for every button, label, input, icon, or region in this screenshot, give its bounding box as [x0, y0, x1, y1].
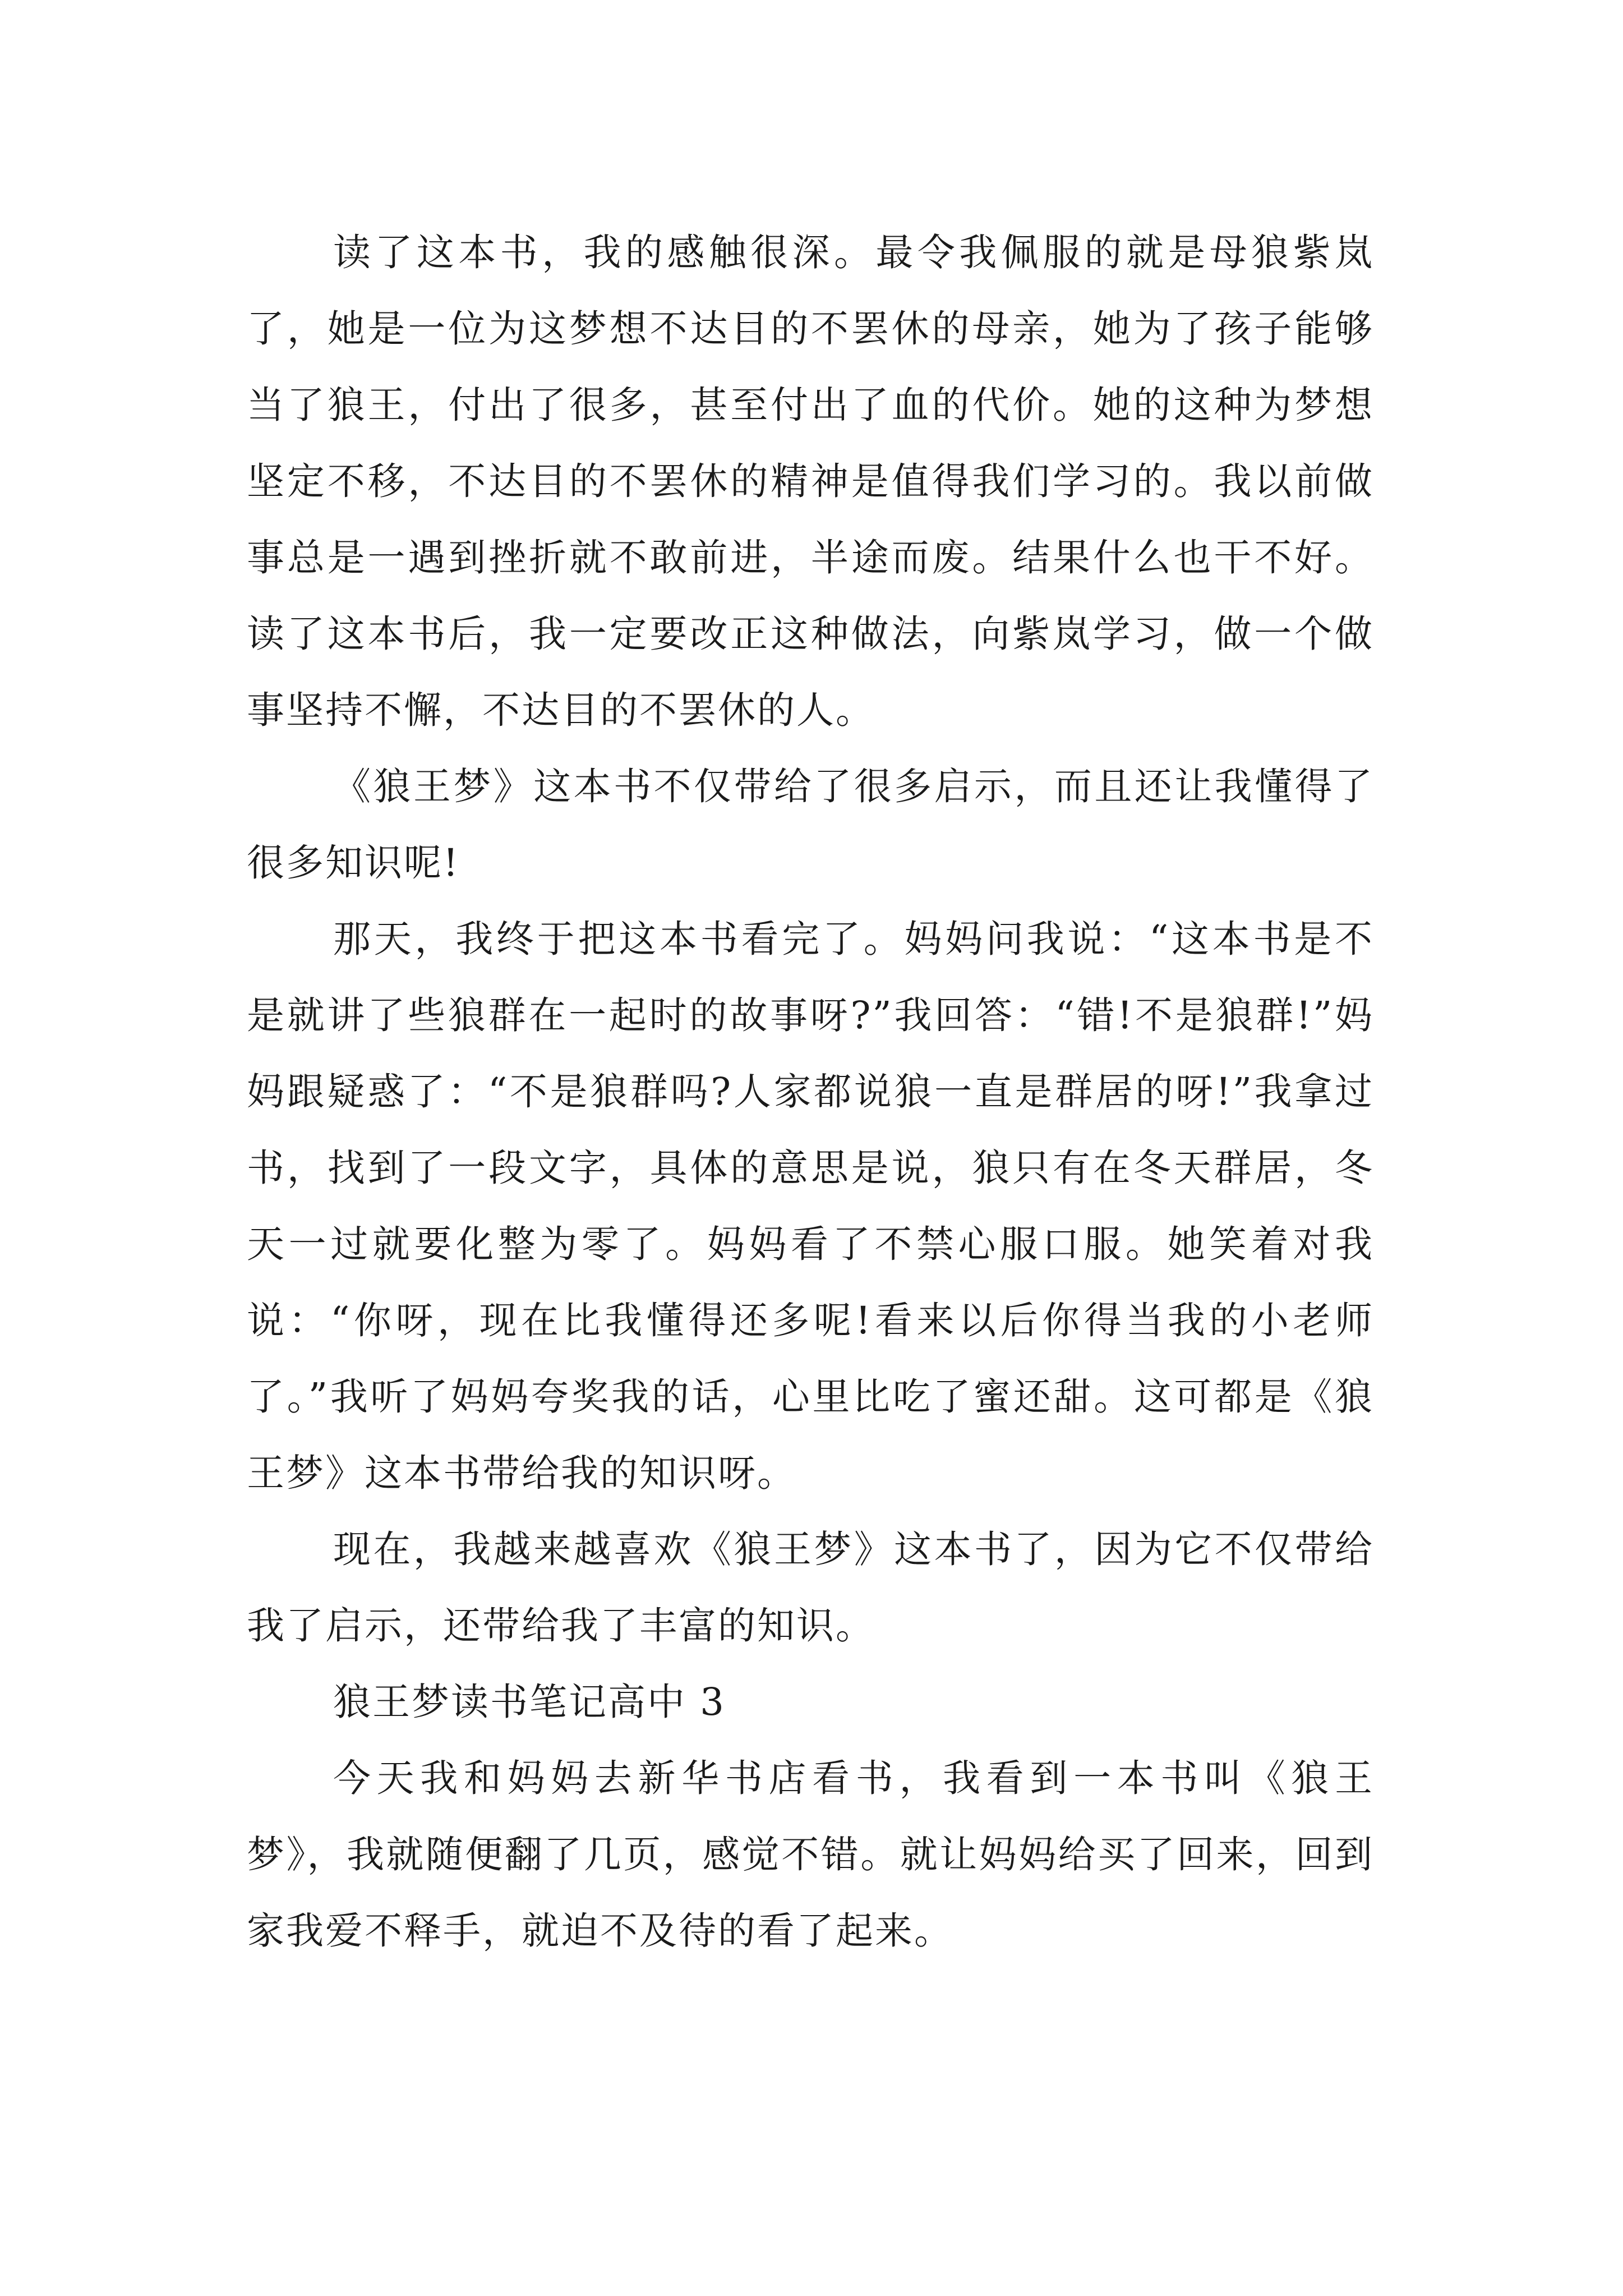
paragraph-knowledge-intro: 《狼王梦》这本书不仅带给了很多启示，而且还让我懂得了很多知识呢! — [247, 765, 1374, 885]
document-body — [247, 214, 1374, 1969]
paragraph-reflection: 读了这本书，我的感触很深。最令我佩服的就是母狼紫岚了，她是一位为这梦想不达目的不罢休的母亲，她为了孩子能够当了狼王，付出了很多，甚至付出了血的代价。她的这种为梦想坚定不移，不达目的不罢休的精神是值得我们学习的。我以前做事总是一遇到挫折就不敢前进，半途而废。结果什么也干不好。读了这本书后，我一定要改正这种做法，向紫岚学习，做一个做事坚持不懈，不达目的不罢休的人。 — [247, 231, 1374, 732]
section-heading: 狼王梦读书笔记高中 3 — [333, 1680, 726, 1724]
paragraph-mother-dialogue: 那天，我终于把这本书看完了。妈妈问我说：“这本书是不是就讲了些狼群在一起时的故事呀?”我回答：“错!不是狼群!”妈妈跟疑惑了：“不是狼群吗?人家都说狼一直是群居的呀!”我拿过书，找到了一段文字，具体的意思是说，狼只有在冬天群居，冬天一过就要化整为零了。妈妈看了不禁心服口服。她笑着对我说：“你呀，现在比我懂得还多呢!看来以后你得当我的小老师了。”我听了妈妈夸奖我的话，心里比吃了蜜还甜。这可都是《狼王梦》这本书带给我的知识呀。 — [247, 917, 1374, 1495]
paragraph-bookstore: 今天我和妈妈去新华书店看书，我看到一本书叫《狼王梦》，我就随便翻了几页，感觉不错。就让妈妈给买了回来，回到家我爱不释手，就迫不及待的看了起来。 — [247, 1756, 1374, 1953]
paragraph-conclusion: 现在，我越来越喜欢《狼王梦》这本书了，因为它不仅带给我了启示，还带给我了丰富的知识。 — [247, 1527, 1374, 1648]
